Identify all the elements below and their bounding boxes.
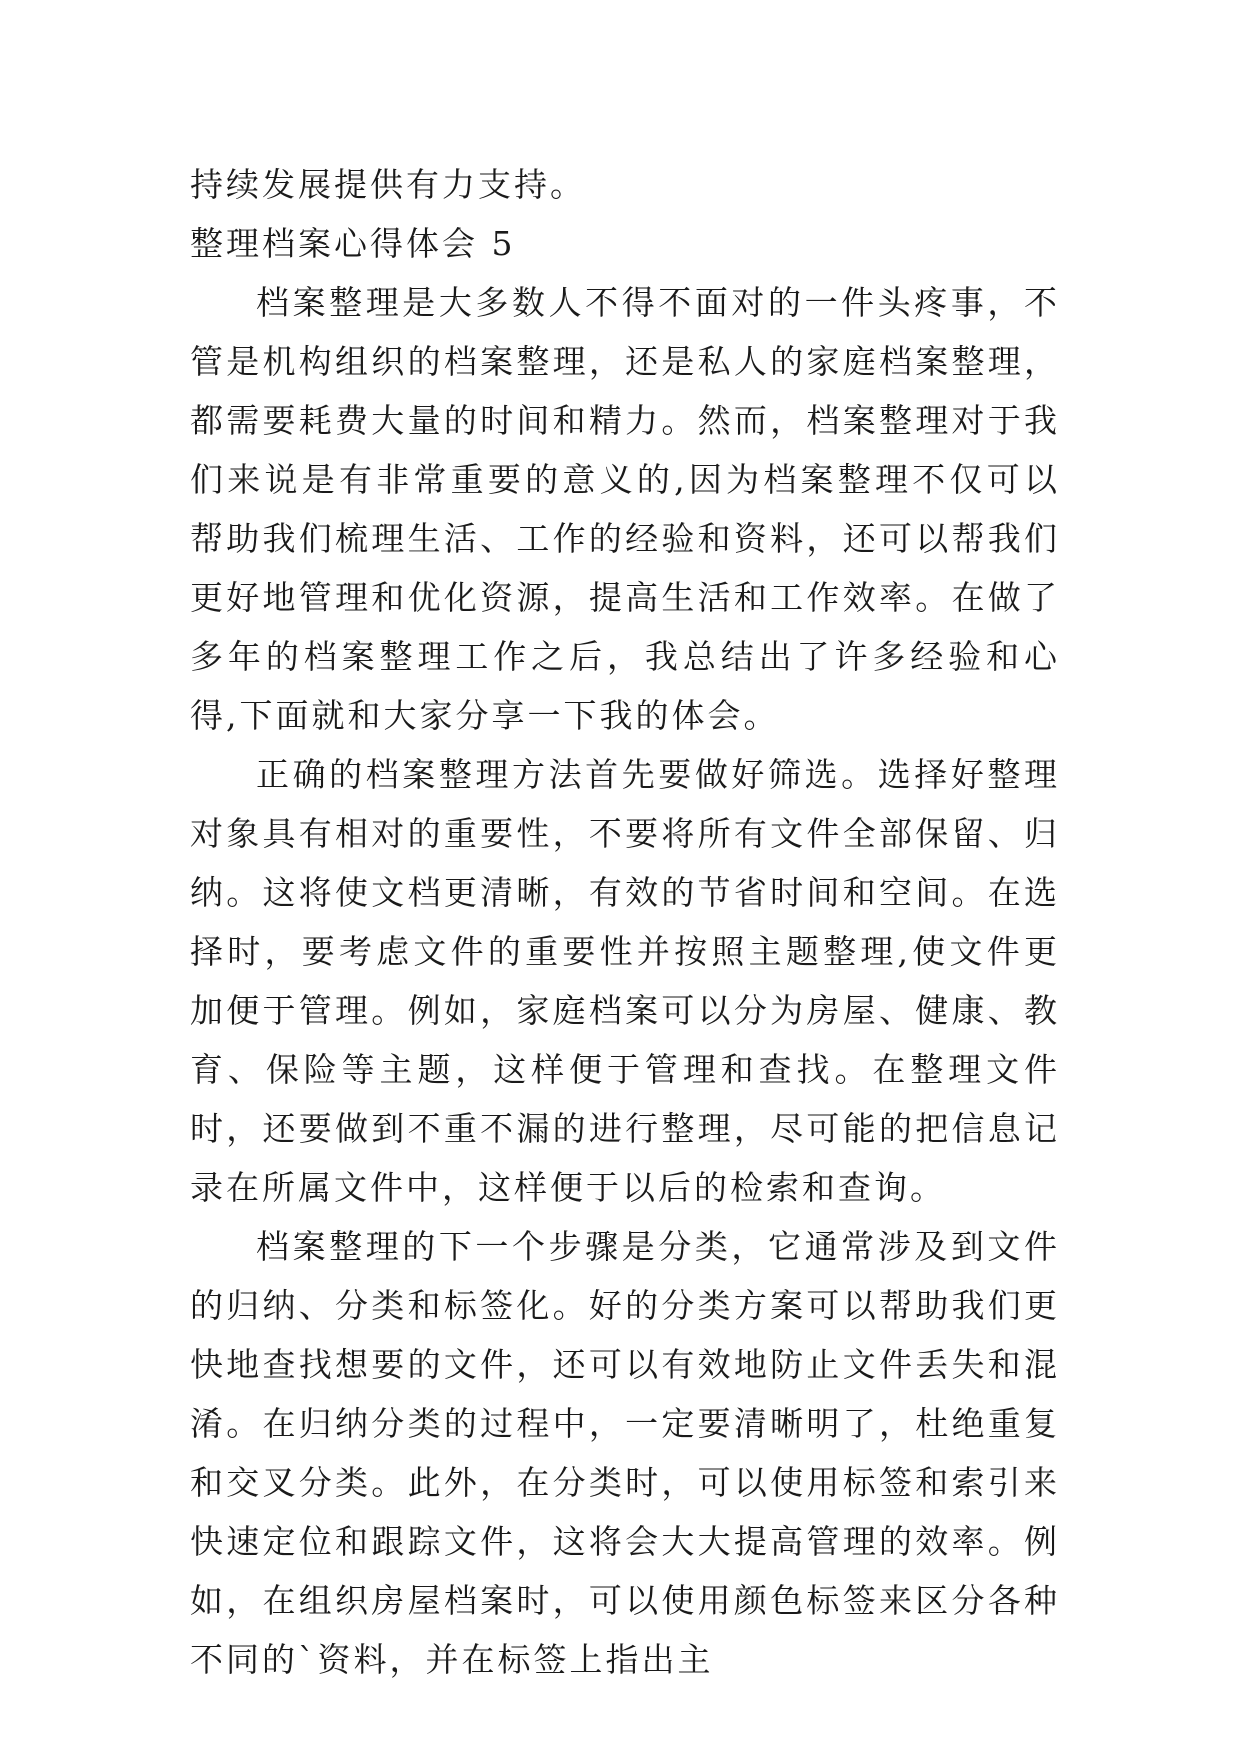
- continuation-line: 持续发展提供有力支持。: [190, 165, 586, 204]
- document-page: [190, 155, 1060, 1689]
- paragraph-1: 档案整理是大多数人不得不面对的一件头疼事，不管是机构组织的档案整理，还是私人的家庭档案整理，都需要耗费大量的时间和精力。然而，档案整理对于我们来说是有非常重要的意义的,因为档案整理不仅可以帮助我们梳理生活、工作的经验和资料，还可以帮我们更好地管理和优化资源，提高生活和工作效率。在做了多年的档案整理工作之后，我总结出了许多经验和心得,下面就和大家分享一下我的体会。: [190, 283, 1060, 735]
- section-heading: 整理档案心得体会 5: [190, 224, 516, 263]
- paragraph-3: 档案整理的下一个步骤是分类，它通常涉及到文件的归纳、分类和标签化。好的分类方案可以帮助我们更快地查找想要的文件，还可以有效地防止文件丢失和混淆。在归纳分类的过程中，一定要清晰明了，杜绝重复和交叉分类。此外，在分类时，可以使用标签和索引来快速定位和跟踪文件，这将会大大提高管理的效率。例如，在组织房屋档案时，可以使用颜色标签来区分各种不同的`资料，并在标签上指出主: [190, 1227, 1060, 1679]
- paragraph-2: 正确的档案整理方法首先要做好筛选。选择好整理对象具有相对的重要性，不要将所有文件全部保留、归纳。这将使文档更清晰，有效的节省时间和空间。在选择时，要考虑文件的重要性并按照主题整理,使文件更加便于管理。例如，家庭档案可以分为房屋、健康、教育、保险等主题，这样便于管理和查找。在整理文件时，还要做到不重不漏的进行整理，尽可能的把信息记录在所属文件中，这样便于以后的检索和查询。: [190, 755, 1060, 1207]
